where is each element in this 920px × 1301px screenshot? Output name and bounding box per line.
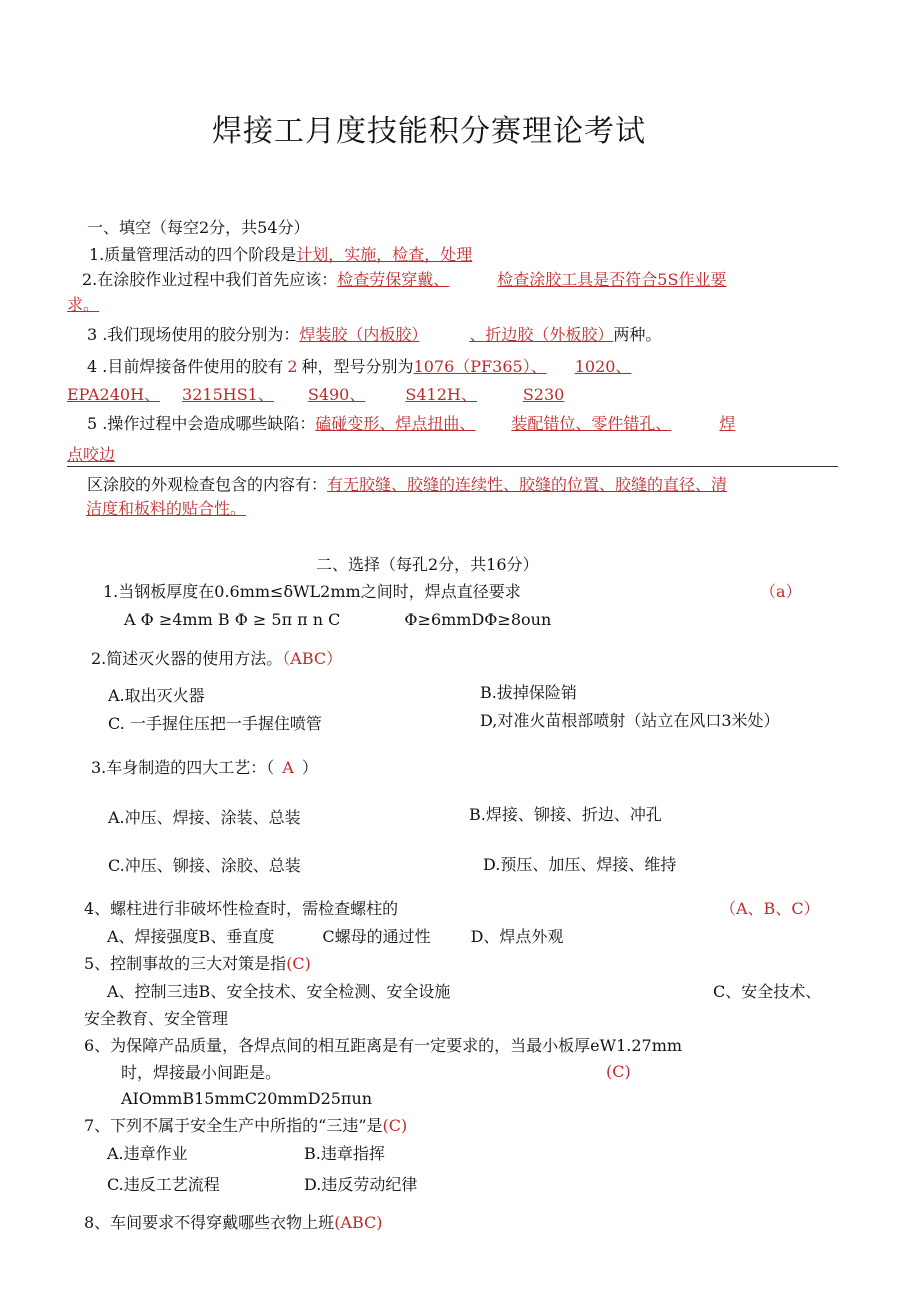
question-text: 5 .操作过程中会造成哪些缺陷：: [87, 414, 316, 433]
answer-text-continued: 洁度和板料的贴合性。: [86, 499, 247, 518]
answer-text: S230: [522, 385, 565, 404]
option-a: A.冲压、焊接、涂装、总装: [108, 808, 301, 827]
answer-model-list: [67, 385, 564, 405]
question-text: 3.车身制造的四大工艺：（: [91, 758, 275, 777]
option-d: D,对准火苗根部喷射（站立在风口3米处）: [480, 711, 780, 730]
question-2-2: [91, 649, 342, 669]
answer-text: (C): [382, 1116, 408, 1135]
question-text: 7、下列不属于安全生产中所指的“三违”是: [84, 1116, 383, 1135]
answer-text: （A、B、C）: [720, 899, 820, 918]
option-text: Φ≥6mmDΦ≥8oun: [404, 610, 552, 629]
options-2-1: [124, 610, 551, 630]
answer-text: 装配错位、零件错孔、: [511, 414, 672, 433]
question-2-7: [84, 1116, 407, 1136]
answer-text: EPA240H、: [67, 385, 161, 404]
answer-text: 有无胶缝、胶缝的连续性、胶缝的位置、胶缝的直径、清: [327, 475, 728, 494]
option-b: B.拔掉保险销: [480, 683, 577, 702]
answer-text: (C): [606, 1062, 631, 1081]
option-a: A.取出灭火器: [108, 686, 205, 705]
question-1-5: [87, 414, 735, 434]
option-c: C.违反工艺流程: [107, 1175, 220, 1194]
question-1-6: [87, 475, 727, 495]
option-text: A Φ ≥4mm B Φ ≥ 5π π n C: [124, 610, 341, 629]
answer-text: 计划，实施，检查，处理: [296, 245, 473, 264]
answer-text: （a）: [760, 582, 802, 601]
question-1-1: [89, 245, 472, 265]
options-2-6: AIOmmB15mmC20mmD25πun: [121, 1089, 373, 1108]
answer-text: 3215HS1、: [182, 385, 274, 404]
question-2-6: 6、为保障产品质量，各焊点间的相互距离是有一定要求的，当最小板厚eW1.27mm: [84, 1036, 683, 1055]
answer-text: 1020、: [574, 357, 632, 376]
option-a: A.违章作业: [107, 1144, 188, 1163]
question-1-4: [87, 357, 631, 377]
option-text: A、焊接强度B、垂直度: [107, 927, 275, 946]
question-2-5: [84, 954, 311, 974]
option-text: D、焊点外观: [470, 927, 564, 946]
answer-text: 折边胶（外板胶）: [485, 325, 614, 344]
question-text: 8、车间要求不得穿戴哪些衣物上班: [84, 1213, 335, 1232]
answer-text: 检查涂胶工具是否符合5S作业要: [497, 270, 727, 289]
question-text: 1.质量管理活动的四个阶段是: [89, 245, 297, 264]
answer-text: 磕碰变形、焊点扭曲、: [315, 414, 476, 433]
question-text-continued: 时，焊接最小间距是。: [121, 1063, 282, 1082]
question-2-8: [84, 1213, 383, 1233]
option-text: C螺母的通过性: [322, 927, 431, 946]
question-text: 种，型号分别为: [301, 357, 414, 376]
answer-separator: 、: [469, 325, 486, 344]
question-text: 3 .我们现场使用的胶分别为：: [87, 325, 300, 344]
section-heading-choice: 二、选择（每孔2分，共16分）: [316, 555, 539, 574]
option-c: C.冲压、铆接、涂胶、总装: [108, 856, 301, 875]
option-d: D.违反劳动纪律: [304, 1175, 418, 1194]
option-b: B.焊接、铆接、折边、冲孔: [469, 805, 662, 824]
answer-text: A: [282, 758, 294, 777]
answer-text: 检查劳保穿戴、: [337, 270, 450, 289]
option-c-continued: 安全教育、安全管理: [84, 1009, 229, 1028]
question-text: 区涂胶的外观检查包含的内容有：: [87, 475, 328, 494]
question-text: 5、控制事故的三大对策是指: [84, 954, 287, 973]
answer-text: 焊装胶（内板胶）: [299, 325, 420, 344]
question-text: 两种。: [613, 325, 662, 344]
answer-text: 1076（PF365）、: [413, 357, 547, 376]
question-2-4: 4、螺柱进行非破坏性检查时，需检查螺柱的: [84, 899, 399, 918]
option-ab: A、控制三违B、安全技术、安全检测、安全设施: [107, 982, 451, 1001]
answer-text: (ABC): [334, 1213, 383, 1232]
question-1-2: [82, 270, 726, 290]
option-c-clipped: [108, 856, 368, 875]
answer-text: (C): [286, 954, 311, 973]
answer-text-continued: 点咬边: [67, 445, 116, 464]
option-b: B.违章指挥: [304, 1144, 385, 1163]
answer-text: （ABC）: [282, 649, 343, 668]
answer-text: 焊: [719, 414, 736, 433]
option-c: C. 一手握住压把一手握住喷管: [108, 714, 322, 733]
answer-text: S490、: [307, 385, 366, 404]
answer-text: 2: [287, 357, 298, 376]
question-2-3: [91, 758, 318, 778]
divider-line: [67, 466, 838, 467]
question-text: 2.在涂胶作业过程中我们首先应该：: [82, 270, 338, 289]
option-d: D.预压、加压、焊接、维持: [483, 855, 677, 874]
question-2-1: 1.当钢板厚度在0.6mm≤δWL2mm之间时，焊点直径要求: [103, 582, 521, 601]
answer-text-continued: 求。: [67, 295, 100, 314]
question-1-3: [87, 325, 661, 345]
question-text: ）: [301, 758, 318, 777]
options-2-4: [107, 927, 563, 947]
option-c: C、安全技术、: [713, 982, 822, 1001]
page-title: 焊接工月度技能积分赛理论考试: [212, 114, 646, 149]
answer-text: S412H、: [405, 385, 477, 404]
section-heading-fill-in: 一、填空（每空2分，共54分）: [87, 218, 310, 237]
question-text: 4 .目前焊接备件使用的胶有: [87, 357, 284, 376]
question-text: 2.简述灭火器的使用方法。: [91, 649, 283, 668]
